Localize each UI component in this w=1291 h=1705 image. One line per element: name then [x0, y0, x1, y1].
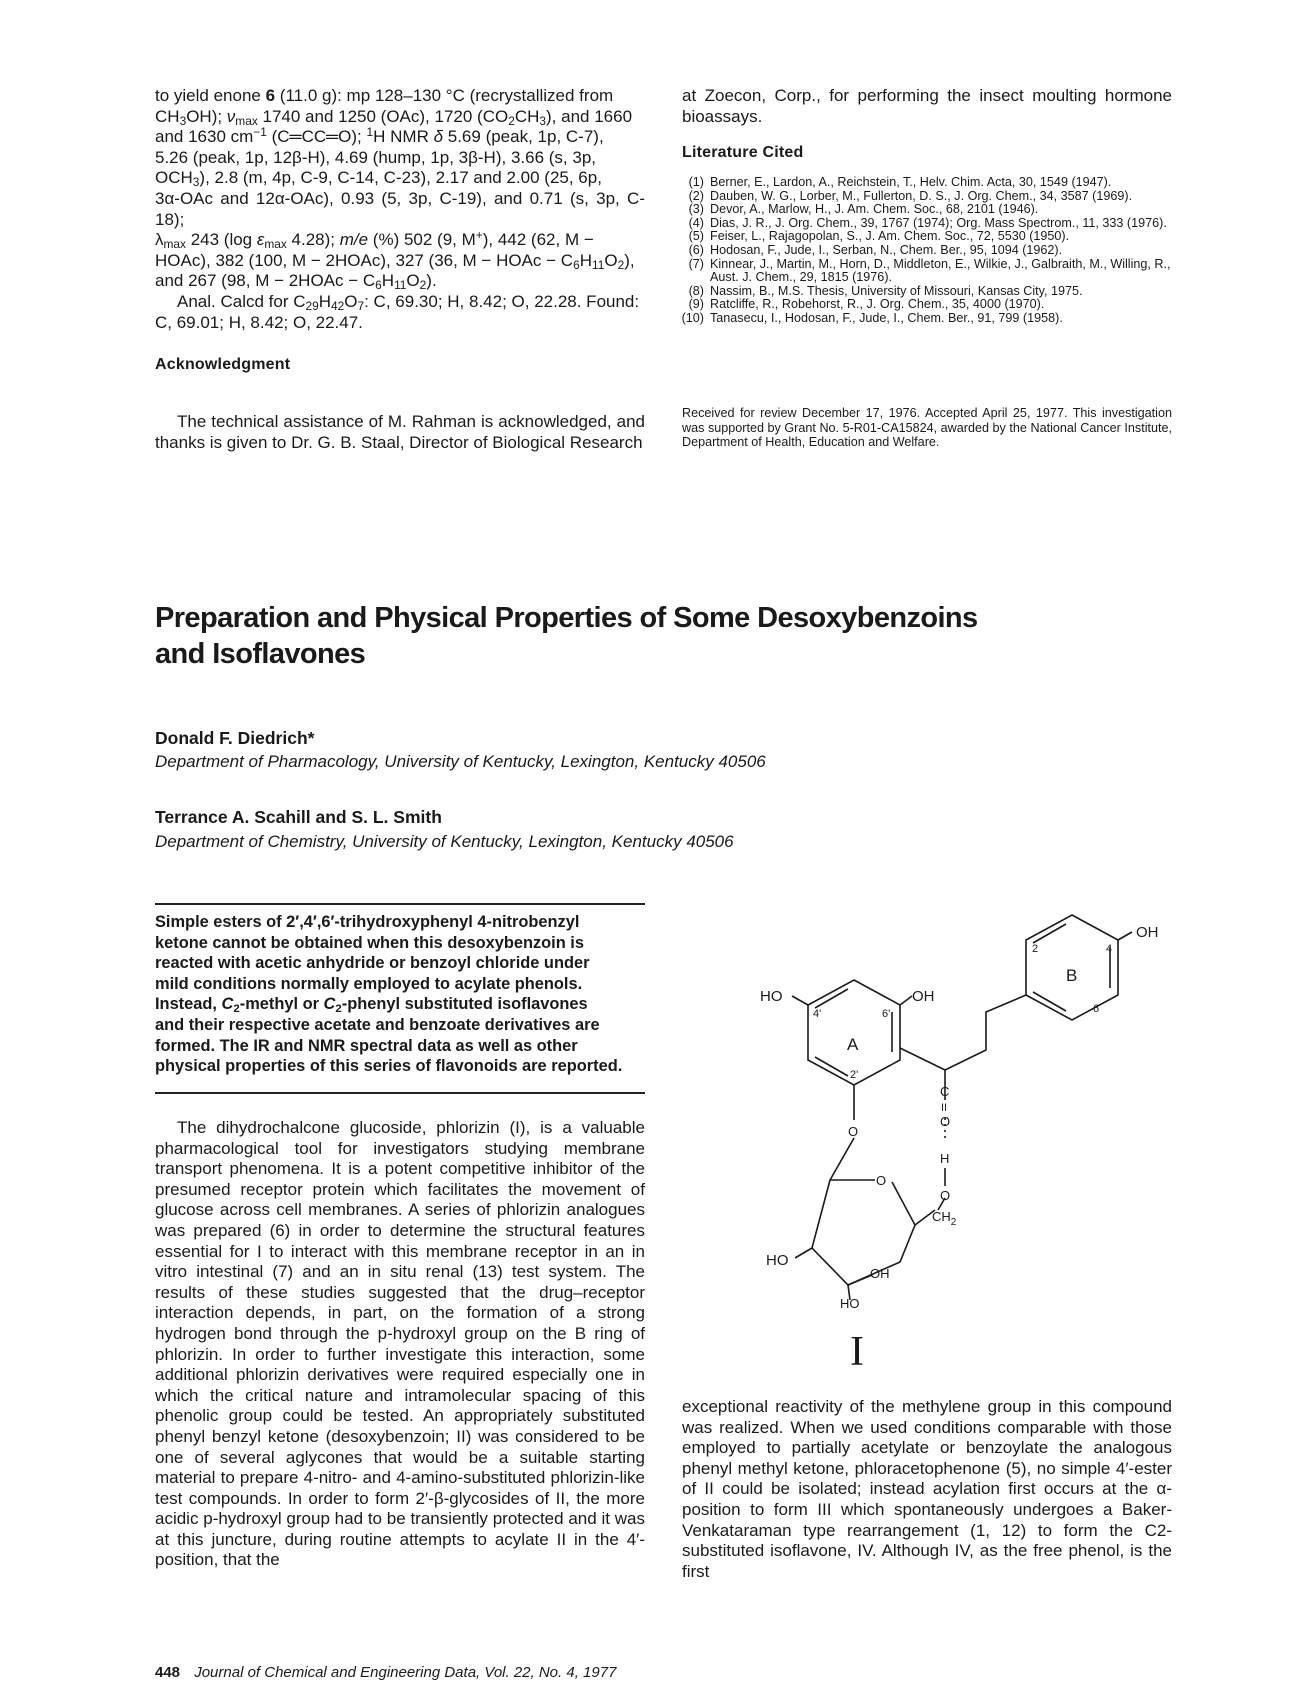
reference-item [676, 312, 1172, 326]
left-body-column [155, 1118, 645, 1571]
experimental-line: and 267 (98, M − 2HOAc − $C_6H_{11}O_2$). [155, 271, 437, 293]
continuation-paragraph: at Zoecon, Corp., for performing the insect moulting hormone bioassays. [682, 86, 1172, 126]
anal-line: C, 69.01; H, 8.42; O, 22.47. [155, 312, 363, 332]
abstract-top-rule [155, 903, 645, 905]
sugar-ho: HO [766, 1252, 789, 1269]
bond-a-ho [792, 996, 808, 1005]
experimental-line: and 1630 $cm^{-1}$ (C═CC═O); $^1$H NMR δ 5.69 (peak, 1p, C-7), [155, 125, 604, 147]
acknowledgment-text [155, 412, 645, 453]
author-2: Terrance A. Scahill and S. L. Smith [155, 807, 442, 827]
reference-number: (3) [688, 202, 704, 217]
experimental-line: 3α-OAc and 12α-OAc), 0.93 (5, 3p, C-19), and 0.71 (s, 3p, C-18); [155, 188, 645, 229]
pos-4p-label: 4' [813, 1008, 822, 1020]
abstract-line: physical properties of this series of flavonoids are reported. [155, 1057, 623, 1076]
hydroxyl-h: H [940, 1151, 950, 1166]
reference-item [676, 244, 1172, 258]
abstract-line: reacted with acetic anhydride or benzoyl chloride under [155, 954, 590, 973]
carbonyl-double-bond: II [941, 1102, 948, 1114]
pos-6-label: 6 [1093, 1003, 1100, 1015]
reference-text: Tanasecu, I., Hodosan, F., Jude, I., Chem. Ber., 91, 799 (1958). [710, 310, 1063, 325]
reference-number: (9) [688, 297, 704, 312]
sugar-ring-o: O [876, 1173, 887, 1188]
affiliation-1: Department of Pharmacology, University of Kentucky, Lexington, Kentucky 40506 [155, 752, 766, 771]
reference-text: Hodosan, F., Jude, I., Serban, N., Chem. Ber., 95, 1094 (1962). [710, 242, 1063, 257]
experimental-line: 5.26 (peak, 1p, 12β-H), 4.69 (hump, 1p, 3β-H), 3.66 (s, 3p, [155, 147, 596, 167]
bond-anomeric [830, 1138, 854, 1180]
bond-carbonyl-ring-a [900, 1048, 945, 1070]
page-footer [155, 1664, 616, 1681]
ho-ring-a: HO [760, 988, 783, 1005]
ring-a-label: A [847, 1035, 859, 1054]
experimental-line: $OCH_3$), 2.8 (m, 4p, C-9, C-14, C-23), 2.17 and 2.00 (25, 6p, [155, 168, 602, 190]
reference-number: (10) [681, 310, 704, 325]
propyl-chain [945, 995, 1026, 1070]
oh-ring-a: OH [912, 988, 935, 1005]
phlorizin-structure [700, 880, 1160, 1380]
reference-item [676, 298, 1172, 312]
article-title-line: Preparation and Physical Properties of Some Desoxybenzoins [155, 602, 978, 634]
author-1: Donald F. Diedrich* [155, 728, 315, 748]
pos-4-label: 4 [1106, 943, 1113, 955]
literature-cited-heading: Literature Cited [682, 144, 804, 161]
top-right-continuation [682, 86, 1172, 127]
pos-6p-label: 6' [882, 1008, 891, 1020]
reference-text: Devor, A., Marlow, H., J. Am. Chem. Soc., 68, 2101 (1946). [710, 202, 1039, 217]
pos-2p-label: 2' [850, 1069, 859, 1081]
sugar-ring [812, 1180, 915, 1285]
reference-item [676, 190, 1172, 204]
reference-text: Ratcliffe, R., Robehorst, R., J. Org. Chem., 35, 4000 (1970). [710, 297, 1045, 312]
reference-number: (1) [688, 175, 704, 189]
experimental-line: $CH_3OH$); $\nu_{max}$ 1740 and 1250 (OAc), 1720 $(CO_2CH_3)$, and 1660 [155, 106, 633, 128]
reference-text: Berner, E., Lardon, A., Reichstein, T., Helv. Chim. Acta, 30, 1549 (1947). [710, 175, 1112, 189]
reference-number: (8) [688, 283, 704, 298]
reference-number: (5) [688, 229, 704, 244]
reference-text: Dias, J. R., J. Org. Chem., 39, 1767 (1974); Org. Mass Spectrom., 11, 333 (1976). [710, 215, 1167, 230]
abstract-line: and their respective acetate and benzoate derivatives are [155, 1015, 600, 1034]
glycosidic-o: O [848, 1124, 859, 1139]
experimental-line: to yield enone 6 (11.0 g): mp 128–130 °C (recrystallized from [155, 86, 614, 105]
top-left-column [155, 86, 645, 333]
reference-item [676, 176, 1172, 190]
reference-list [676, 176, 1172, 326]
ch2-label: $CH_2$ [932, 1209, 957, 1228]
received-note: Received for review December 17, 1976. Accepted April 25, 1977. This investigation was supported by Grant No. 5-R01-CA15824, awarded by the National Cancer Institute, Department of Health, Education and Welfare. [682, 406, 1172, 449]
acknowledgment-heading: Acknowledgment [155, 356, 291, 373]
bond-a-oh [900, 996, 912, 1005]
reference-text: Nassim, B., M.S. Thesis, University of Missouri, Kansas City, 1975. [710, 283, 1083, 298]
sugar-ho-bottom: HO [840, 1296, 860, 1311]
bond-b-oh [1118, 932, 1132, 940]
reference-item [676, 203, 1172, 217]
reference-text: Dauben, W. G., Lorber, M., Fullerton, D. S., J. Org. Chem., 34, 3587 (1969). [710, 188, 1133, 203]
article-title-line: and Isoflavones [155, 638, 366, 670]
reference-number: (7) [688, 256, 704, 271]
bond-sugar-oh [848, 1275, 872, 1285]
bond-sugar-ho [795, 1248, 812, 1258]
reference-item [676, 285, 1172, 299]
reference-item [676, 230, 1172, 244]
carbonyl-c: C [940, 1084, 950, 1099]
abstract-line: formed. The IR and NMR spectral data as well as other [155, 1036, 578, 1055]
abstract-line: mild conditions normally employed to acylate phenols. [155, 974, 583, 993]
page-number: 448 [155, 1664, 181, 1681]
experimental-line: $\lambda_{max}$ 243 (log $\varepsilon_{max}$ 4.28); m/e (%) 502 (9, M+), 442 (62, M − [155, 228, 594, 252]
reference-item [676, 258, 1172, 285]
experimental-line: HOAc), 382 (100, M − 2HOAc), 327 (36, M − HOAc − $C_6H_{11}O_2$), [155, 250, 635, 272]
carbonyl-o: O [940, 1114, 951, 1129]
article-title [155, 600, 1175, 672]
reference-text: Kinnear, J., Martin, M., Horn, D., Middleton, E., Wilkie, J., Galbraith, M., Willing, R., Aust. J. Chem., 29, 1815 (1976). [710, 256, 1171, 285]
abstract-line: Instead, $C_2$-methyl or $C_2$-phenyl substituted isoflavones [155, 995, 588, 1016]
anal-line: Anal. Calcd for $C_{29}H_{42}O_7$: C, 69.30; H, 8.42; O, 22.28. Found: [177, 291, 640, 313]
reference-number: (2) [688, 188, 704, 203]
abstract-line: ketone cannot be obtained when this desoxybenzoin is [155, 933, 584, 952]
reference-text: Feiser, L., Rajagopolan, S., J. Am. Chem. Soc., 72, 5530 (1950). [710, 229, 1070, 244]
reference-item [676, 217, 1172, 231]
sugar-oh: OH [870, 1266, 890, 1281]
right-paragraph: exceptional reactivity of the methylene group in this compound was realized. When we used conditions comparable with those employed to partially acetylate or benzoylate the analogous phenyl methyl ketone, phloracetophenone (5), no simple 4′-ester of II could be isolated; instead acylation first occurs at the α-position to form III which spontaneously undergoes a Baker-Venkataraman type rearrangement (1, 12) to form the C2-substituted isoflavone, IV. Although IV, as the free phenol, is the first [682, 1397, 1172, 1581]
intro-paragraph: The dihydrochalcone glucoside, phlorizin (I), is a valuable pharmacological tool for investigators studying membrane transport phenomena. It is a potent competitive inhibitor of the presumed receptor protein which facilitates the movement of glucose across cell membranes. A series of phlorizin analogues was prepared (6) in order to determine the structural features essential for I to interact with this membrane receptor in an in vitro intestinal (7) and an in situ renal (13) test system. The results of these studies suggested that the drug–receptor interaction depends, in part, on the formation of a strong hydrogen bond through the p-hydroxyl group on the B ring of phlorizin. In order to further investigate this interaction, some additional phlorizin derivatives were required especially one in which the critical nature and intramolecular spacing of this phenolic group could be tested. An appropriately substituted phenyl benzyl ketone (desoxybenzoin; II) was considered to be one of several aglycones that would be a suitable starting material to prepare 4-nitro- and 4-amino-substituted phlorizin-like test compounds. In order to form 2′-β-glycosides of II, the more acidic p-hydroxyl group had to be transiently protected and it was at this juncture, during routine attempts to acylate II in the 4′-position, that the [155, 1118, 645, 1570]
abstract [155, 912, 645, 1077]
acknowledgment-paragraph: The technical assistance of M. Rahman is acknowledged, and thanks is given to Dr. G. B. Staal, Director of Biological Research [155, 412, 645, 452]
abstract-line: Simple esters of 2′,4′,6′-trihydroxyphenyl 4-nitrobenzyl [155, 913, 580, 931]
abstract-bottom-rule [155, 1092, 645, 1094]
pos-2-label: 2 [1032, 943, 1039, 955]
ring-b-label: B [1066, 966, 1078, 985]
affiliation-2: Department of Chemistry, University of Kentucky, Lexington, Kentucky 40506 [155, 832, 734, 851]
compound-label: I [850, 1329, 864, 1375]
oh-ring-b: OH [1136, 924, 1159, 941]
reference-number: (6) [688, 242, 704, 257]
right-body-column [682, 1397, 1172, 1582]
hydroxyl-o: O [940, 1188, 951, 1203]
reference-number: (4) [688, 215, 704, 230]
journal-citation: Journal of Chemical and Engineering Data, Vol. 22, No. 4, 1977 [194, 1664, 617, 1681]
